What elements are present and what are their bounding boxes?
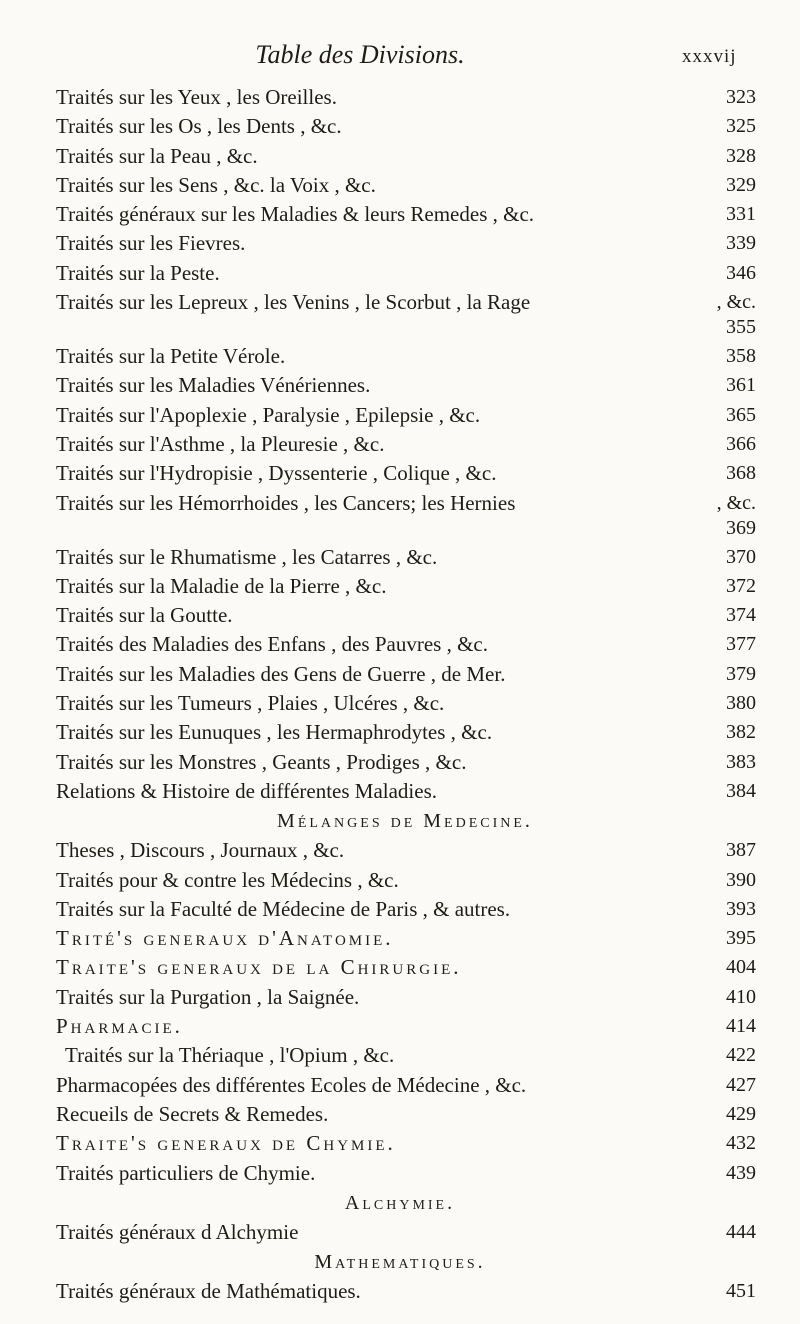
- table-row: [0, 630, 800, 659]
- entry-title: Traités sur la Peste.: [56, 260, 220, 285]
- entry-page-number: 451: [726, 1280, 756, 1303]
- entry-page-number: 325: [726, 115, 756, 138]
- entry-continuation: , &c.: [716, 291, 756, 314]
- section-heading-mathematiques: Mathematiques.: [314, 1251, 486, 1274]
- entry-title: Traités sur la Thériaque , l'Opium , &c.: [65, 1043, 395, 1068]
- entries-medicine: [0, 83, 800, 806]
- entry-page-number: 384: [726, 779, 756, 802]
- entry-page-number: 404: [726, 956, 756, 979]
- entry-title: Traités généraux d Alchymie: [56, 1219, 299, 1244]
- section-heading-melanges: Mélanges de Medecine.: [277, 810, 533, 833]
- entry-title: Traités sur la Faculté de Médecine de Paris , & autres.: [56, 896, 511, 921]
- entry-page-number: 429: [726, 1102, 756, 1125]
- entry-title: Traités sur les Os , les Dents , &c.: [56, 114, 342, 139]
- entry-title: Traités particuliers de Chymie.: [56, 1160, 316, 1185]
- entry-title: Traités généraux sur les Maladies & leurs Remedes , &c.: [56, 202, 535, 227]
- table-row: [0, 430, 800, 459]
- entry-title: Traite's generaux de la Chirurgie.: [56, 955, 462, 980]
- entry-title: Traite's generaux de Chymie.: [56, 1131, 396, 1156]
- table-row: [0, 660, 800, 689]
- entry-page-number: 432: [726, 1132, 756, 1155]
- entry-title: Traités des Maladies des Enfans , des Pauvres , &c.: [56, 632, 488, 657]
- entry-page-number: 365: [726, 403, 756, 426]
- table-row: [0, 171, 800, 200]
- entry-page-number: 339: [726, 232, 756, 255]
- page-header: [0, 40, 800, 80]
- table-row: [0, 142, 800, 171]
- entry-title: Traités sur les Lepreux , les Venins , le Scorbut , la Rage: [56, 290, 531, 315]
- table-row: [0, 229, 800, 258]
- table-row: [0, 718, 800, 747]
- table-row: [0, 983, 800, 1012]
- entry-title: Traités sur les Maladies Vénériennes.: [56, 373, 371, 398]
- entry-title: Traités sur la Maladie de la Pierre , &c.: [56, 573, 387, 598]
- entry-continuation: , &c.: [716, 491, 756, 514]
- entry-title: Traités sur la Peau , &c.: [56, 143, 258, 168]
- table-row: [0, 200, 800, 229]
- entry-title: Traités sur la Purgation , la Saignée.: [56, 984, 360, 1009]
- entry-page-number: 427: [726, 1073, 756, 1096]
- table-row: [0, 1218, 800, 1247]
- entry-page-number: 358: [726, 345, 756, 368]
- entry-page-number: 374: [726, 604, 756, 627]
- entry-title: Traités sur les Eunuques , les Hermaphrodytes , &c.: [56, 720, 493, 745]
- entry-title: Relations & Histoire de différentes Maladies.: [56, 778, 438, 803]
- entry-title: Traités sur le Rhumatisme , les Catarres , &c.: [56, 544, 438, 569]
- section-heading-alchymie: Alchymie.: [344, 1191, 456, 1214]
- entry-title: Traités sur les Tumeurs , Plaies , Ulcéres , &c.: [56, 691, 445, 716]
- entries-alchymie: [0, 1218, 800, 1247]
- entry-page-number: 395: [726, 927, 756, 950]
- table-row: [0, 288, 800, 342]
- entry-page-number: 444: [726, 1220, 756, 1243]
- table-row: [0, 1012, 800, 1041]
- entry-page-number: 390: [726, 868, 756, 891]
- entry-page-number: 361: [726, 374, 756, 397]
- entry-page-number: 346: [726, 261, 756, 284]
- entries-mathematiques: [0, 1277, 800, 1306]
- entry-page-number: 368: [726, 462, 756, 485]
- table-row: [0, 601, 800, 630]
- entry-page-number: 382: [726, 721, 756, 744]
- table-row: [0, 83, 800, 112]
- table-row: [0, 953, 800, 982]
- entry-title: Traités sur l'Hydropisie , Dyssenterie , Colique , &c.: [56, 461, 497, 486]
- entry-title: Traités sur les Monstres , Geants , Prodiges , &c.: [56, 749, 467, 774]
- entry-title: Traités sur les Yeux , les Oreilles.: [56, 85, 337, 109]
- entry-page-number: 355: [726, 316, 756, 339]
- entry-page-number: 439: [726, 1161, 756, 1184]
- entry-title: Traités sur l'Asthme , la Pleuresie , &c.: [56, 431, 385, 456]
- entry-page-number: 393: [726, 897, 756, 920]
- entry-page-number: 366: [726, 432, 756, 455]
- table-row: [0, 1277, 800, 1306]
- entry-title: Traités sur la Goutte.: [56, 603, 233, 628]
- table-row: [0, 1041, 800, 1070]
- entry-title: Recueils de Secrets & Remedes.: [56, 1101, 329, 1126]
- table-row: [0, 1071, 800, 1100]
- entry-title: Traités sur la Petite Vérole.: [56, 344, 286, 369]
- entry-page-number: 328: [726, 144, 756, 167]
- table-row: [0, 895, 800, 924]
- table-row: [0, 748, 800, 777]
- table-row: [0, 866, 800, 895]
- entry-page-number: 323: [726, 86, 756, 108]
- table-row: [0, 777, 800, 806]
- entry-page-number: 369: [726, 516, 756, 539]
- entry-page-number: 410: [726, 985, 756, 1008]
- entries-melanges: [0, 836, 800, 1188]
- entry-title: Traités pour & contre les Médecins , &c.: [56, 867, 399, 892]
- entry-title: Pharmacopées des différentes Ecoles de Médecine , &c.: [56, 1072, 527, 1097]
- entry-page-number: 414: [726, 1015, 756, 1038]
- table-row: [0, 689, 800, 718]
- table-row: [0, 543, 800, 572]
- entry-title: Traités sur les Sens , &c. la Voix , &c.: [56, 172, 376, 197]
- entry-page-number: 331: [726, 203, 756, 226]
- entry-page-number: 383: [726, 750, 756, 773]
- page-title: Table des Divisions.: [255, 40, 465, 69]
- page-number: xxxvij: [682, 46, 737, 67]
- table-row: [0, 342, 800, 371]
- table-row: [0, 1100, 800, 1129]
- table-row: [0, 489, 800, 543]
- entry-page-number: 372: [726, 574, 756, 597]
- entry-title: Traités sur les Maladies des Gens de Guerre , de Mer.: [56, 661, 506, 686]
- entry-title: Traités sur les Hémorrhoides , les Cancers; les Hernies: [56, 490, 516, 515]
- entry-page-number: 370: [726, 545, 756, 568]
- table-row: [0, 459, 800, 488]
- table-row: [0, 1129, 800, 1158]
- entry-title: Traités sur l'Apoplexie , Paralysie , Epilepsie , &c.: [56, 402, 481, 427]
- entry-page-number: 380: [726, 692, 756, 715]
- entry-page-number: 422: [726, 1044, 756, 1067]
- entry-title: Traités sur les Fievres.: [56, 231, 246, 256]
- entry-title: Theses , Discours , Journaux , &c.: [56, 838, 345, 863]
- entry-page-number: 329: [726, 173, 756, 196]
- table-row: [0, 371, 800, 400]
- entry-page-number: 379: [726, 662, 756, 685]
- entry-title: Trité's generaux d'Anatomie.: [56, 926, 394, 951]
- entry-title: Pharmacie.: [56, 1014, 183, 1039]
- table-row: [0, 112, 800, 141]
- table-row: [0, 572, 800, 601]
- entry-title: Traités généraux de Mathématiques.: [56, 1279, 361, 1304]
- table-row: [0, 401, 800, 430]
- table-row: [0, 259, 800, 288]
- table-row: [0, 924, 800, 953]
- table-of-divisions: [0, 83, 800, 1306]
- table-row: [0, 836, 800, 865]
- entry-page-number: 377: [726, 633, 756, 656]
- table-row: [0, 1159, 800, 1188]
- entry-page-number: 387: [726, 839, 756, 862]
